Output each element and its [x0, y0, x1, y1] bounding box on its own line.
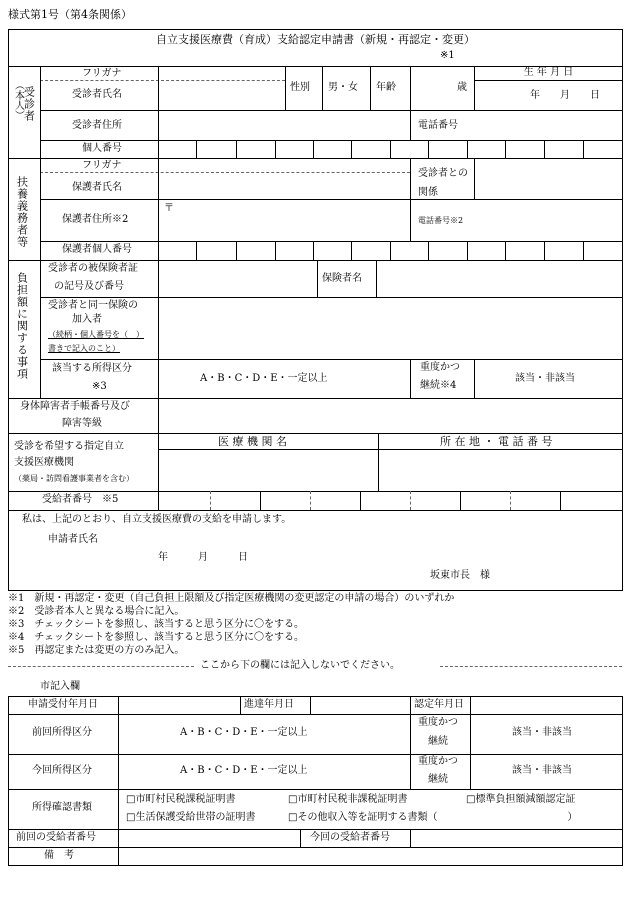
note-5: ※5 再認定または変更の方のみ記入。	[8, 645, 185, 656]
insurance-label-2: の記号及び番号	[54, 281, 124, 292]
guardian-address-label: 保護者住所※2	[62, 214, 129, 225]
institution-col-name: 医 療 機 関 名	[218, 435, 287, 448]
dob-value[interactable]: 年 月 日	[530, 90, 600, 101]
patient-section-paren: （本人）	[12, 80, 24, 120]
institution-col-address: 所 在 地 ・ 電 話 番 号	[440, 435, 553, 448]
recipient-number-label: 受給者番号 ※5	[42, 494, 119, 505]
insurance-label-1: 受診者の被保険者証	[48, 263, 138, 274]
progress-date-label: 進達年月日	[244, 699, 294, 710]
same-insurance-1: 受診者と同一保険の	[48, 300, 138, 311]
confirm-docs-label: 所得確認書類	[32, 802, 92, 813]
guardian-phone-label: 電話番号※2	[418, 216, 464, 225]
patient-phone-label: 電話番号	[418, 120, 458, 131]
curr-income-options: A・B・C・D・E・一定以上	[180, 765, 308, 776]
income-label: 該当する所得区分	[52, 363, 132, 374]
received-date-label: 申請受付年月日	[28, 699, 98, 710]
prev-income-label: 前回所得区分	[32, 727, 92, 738]
postal-mark: 〒	[164, 203, 174, 214]
curr-income-label: 今回所得区分	[32, 765, 92, 776]
sex-label: 性別	[290, 82, 310, 93]
institution-label-1: 受診を希望する指定自立	[14, 441, 124, 452]
insurer-label: 保険者名	[322, 273, 362, 284]
severe-label-2: 継続※4	[420, 380, 457, 391]
disability-label-2: 障害等級	[62, 418, 102, 429]
prev-severe-2: 継続	[428, 736, 448, 747]
income-options[interactable]: A・B・C・D・E・一定以上	[200, 373, 328, 384]
relation-label: 受診者との関係	[418, 168, 468, 198]
form-number: 様式第1号（第4条関係）	[8, 8, 132, 21]
note-3: ※3 チェックシートを参照し、該当すると思う区分に〇をする。	[8, 619, 305, 630]
severe-options[interactable]: 該当・非該当	[515, 373, 575, 384]
doc-reduction-certificate: □標準負担額減額認定証	[466, 794, 576, 805]
patient-furigana-label: フリガナ	[82, 68, 122, 79]
note-1: ※1 新規・再認定・変更（自己負担上限額及び指定医療機関の変更認定の申請の場合）のいずれか	[8, 593, 455, 604]
patient-section-label: 受診者	[22, 86, 36, 122]
title-note: ※1	[440, 50, 455, 61]
addressee: 坂東市長 様	[430, 570, 490, 581]
application-date[interactable]: 年 月 日	[158, 552, 248, 563]
same-insurance-2: 加入者	[72, 314, 102, 325]
guardian-furigana-label: フリガナ	[82, 160, 122, 171]
guardian-name-label: 保護者氏名	[72, 182, 122, 193]
declaration-text: 私は、上記のとおり、自立支援医療費の支給を申請します。	[22, 514, 292, 525]
patient-address-label: 受診者住所	[72, 120, 122, 131]
office-section-label: 市記入欄	[40, 681, 80, 692]
approval-date-label: 認定年月日	[414, 699, 464, 710]
applicant-name-label: 申請者氏名	[48, 534, 98, 545]
burden-section-label: 負担額に関する事項	[15, 272, 29, 380]
prev-recipient-label: 前回の受給者番号	[16, 832, 96, 843]
income-note: ※3	[92, 381, 107, 392]
same-insurance-4: 書きで記入のこと）	[48, 344, 120, 353]
prev-income-options: A・B・C・D・E・一定以上	[180, 727, 308, 738]
patient-name-label: 受診者氏名	[72, 89, 122, 100]
curr-severe-1: 重度かつ	[418, 756, 458, 767]
disability-label-1: 身体障害者手帳番号及び	[20, 401, 130, 412]
doc-nontax-certificate: □市町村民税非課税証明書	[288, 794, 408, 805]
guardian-section-label: 扶養義務者等	[15, 176, 29, 248]
same-insurance-3: （続柄・個人番号を（ ）	[48, 330, 144, 339]
age-unit: 歳	[457, 82, 467, 93]
institution-label-3: （薬局・訪問看護事業者を含む）	[14, 474, 134, 483]
dob-label: 生 年 月 日	[523, 67, 574, 78]
note-2: ※2 受診者本人と異なる場合に記入。	[8, 606, 185, 617]
form-title: 自立支援医療費（育成）支給認定申請書（新規・再認定・変更）	[156, 33, 475, 46]
remarks-label: 備 考	[44, 850, 74, 861]
patient-id-label: 個人番号	[82, 143, 122, 154]
guardian-id-label: 保護者個人番号	[62, 244, 132, 255]
prev-severe-options: 該当・非該当	[512, 727, 572, 738]
prev-severe-1: 重度かつ	[418, 717, 458, 728]
curr-recipient-label: 今回の受給者番号	[310, 832, 390, 843]
doc-welfare-certificate: □生活保護受給世帯の証明書	[126, 812, 256, 823]
age-label: 年齢	[376, 82, 396, 93]
curr-severe-options: 該当・非該当	[512, 765, 572, 776]
note-4: ※4 チェックシートを参照し、該当すると思う区分に〇をする。	[8, 632, 305, 643]
separator-text: ここから下の欄には記入しないでください。	[200, 660, 400, 671]
doc-tax-certificate: □市町村民税課税証明書	[126, 794, 236, 805]
sex-options[interactable]: 男・女	[328, 82, 358, 93]
severe-label-1: 重度かつ	[420, 362, 460, 373]
curr-severe-2: 継続	[428, 774, 448, 785]
institution-label-2: 支援医療機関	[14, 457, 74, 468]
doc-other-income: □その他収入等を証明する書類（ ）	[288, 812, 578, 823]
